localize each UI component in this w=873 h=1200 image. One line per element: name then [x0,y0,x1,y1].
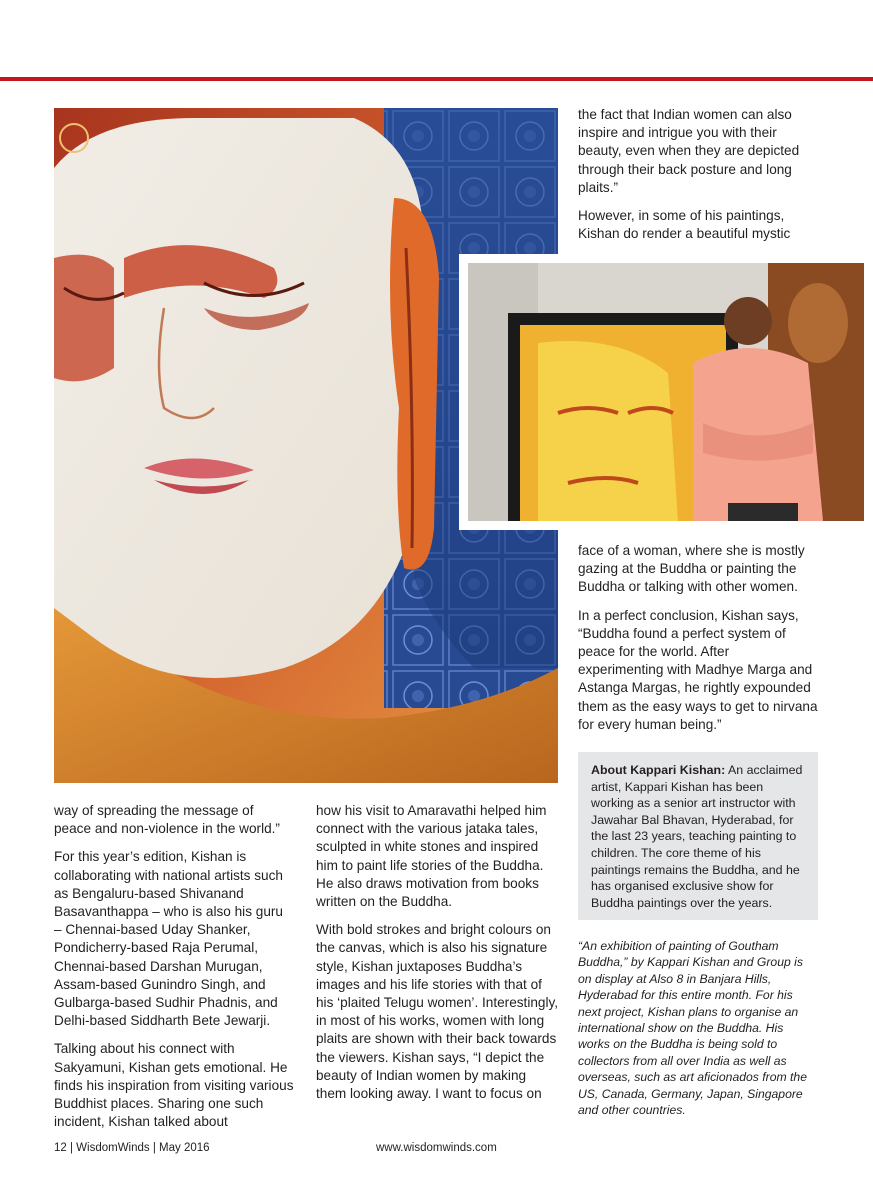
paragraph: face of a woman, where she is mostly gazing at the Buddha or painting the Buddha or talking with other women. [578,543,805,595]
column-1 [54,802,294,1141]
exhibition-note: “An exhibition of painting of Goutham Buddha,” by Kappari Kishan and Group is on display at Also 8 in Banjara Hills, Hyderabad for this entire month. For his next project, Kishan plans to organise an international show on the Buddha. His works on the Buddha is being sold to collectors from all over India as well as overseas, such as art aficionados from the US, Canada, Germany, Japan, Singapore and other countries. [578,939,807,1118]
about-text: An acclaimed artist, Kappari Kishan has been working as a senior art instructor with Jawahar Bal Bhavan, Hyderabad, for the last 23 years, teaching painting to children. The core theme of his paintings remains the Buddha, and he has organised exclusive show for Buddha paintings over the years. [591,763,803,910]
paragraph: With bold strokes and bright colours on the canvas, which is also his signature style, Kishan juxtaposes Buddha’s images and his life stories with that of his ‘plaited Telugu women’. Interestingly, in most of his works, women with long plaits are shown with their back towards the viewers. Kishan says, “I depict the beauty of Indian women by making them looking away. I want to focus on [316,922,559,1102]
artist-photo-image [468,263,864,521]
paragraph: the fact that Indian women can also inspire and intrigue you with their beauty, even when they are depicted through their back posture and long plaits.” [578,107,800,195]
paragraph: However, in some of his paintings, Kishan do render a beautiful mystic [578,208,791,242]
paragraph: how his visit to Amaravathi helped him connect with the various jataka tales, sculpted in white stones and inspired him to paint life stories of the Buddha. He also draws motivation from books written on the Buddha. [316,803,547,910]
footer-page-info: 12 | WisdomWinds | May 2016 [54,1142,210,1154]
paragraph: For this year’s edition, Kishan is collaborating with national artists such as Bengaluru-based Shivanand Basavanthappa – who is also his guru – Chennai-based Uday Shanker, Pondicherry-based Raja Perumal, Chennai-based Darshan Murugan, Assam-based Gunindro Singh, and Gulbarga-based Sudhir Phadnis, and Delhi-based Siddharth Bete Jewarji. [54,849,283,1029]
header-rule [0,77,873,81]
artist-photo-frame [459,254,873,530]
about-heading: About Kappari Kishan: [591,763,726,777]
paragraph: way of spreading the message of peace and non-violence in the world.” [54,803,280,837]
paragraph: In a perfect conclusion, Kishan says, “Buddha found a perfect system of peace for the world. After experimenting with Madhye Marga and Astanga Margas, he rightly expounded them as the easy ways to get to nirvana for every human being.” [578,607,818,732]
footer-website: www.wisdomwinds.com [376,1142,497,1154]
about-artist-box [578,752,818,920]
paragraph: Talking about his connect with Sakyamuni, Kishan gets emotional. He finds his inspiration from visiting various Buddhist places. Sharing one such incident, Kishan talked about [54,1041,294,1130]
right-column-top [578,106,818,253]
column-2 [316,802,560,1113]
right-column-middle [578,542,818,744]
